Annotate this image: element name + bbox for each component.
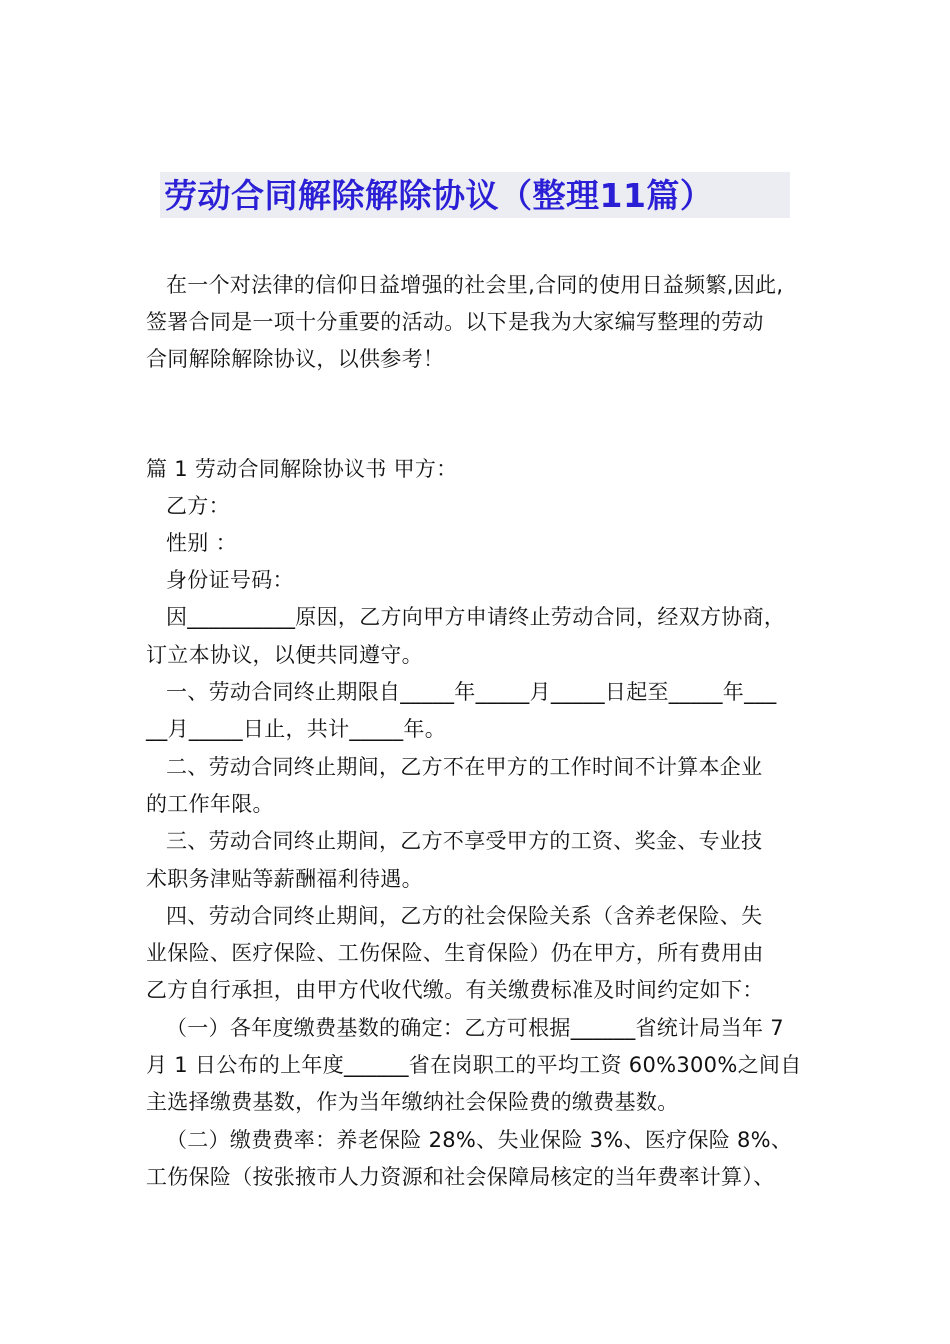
body-line: 因__________原因，乙方向甲方申请终止劳动合同，经双方协商，	[166, 605, 786, 629]
body-line: 主选择缴费基数，作为当年缴纳社会保险费的缴费基数。	[146, 1090, 679, 1114]
body-line: __月_____日止，共计_____年。	[146, 717, 446, 741]
body-line: 三、劳动合同终止期间，乙方不享受甲方的工资、奖金、专业技	[166, 829, 763, 853]
body-line: 工伤保险（按张掖市人力资源和社会保障局核定的当年费率计算）、	[146, 1165, 775, 1189]
body-line: 的工作年限。	[146, 792, 274, 816]
body-line: 术职务津贴等薪酬福利待遇。	[146, 867, 423, 891]
intro-line: 在一个对法律的信仰日益增强的社会里,合同的使用日益频繁,因此,	[166, 273, 784, 297]
field-gender: 性别 ：	[166, 531, 237, 555]
body-line: （二）缴费费率：养老保险 28%、失业保险 3%、医疗保险 8%、	[166, 1128, 793, 1152]
intro-line: 签署合同是一项十分重要的活动。以下是我为大家编写整理的劳动	[146, 310, 764, 334]
body-line: 业保险、医疗保险、工伤保险、生育保险）仍在甲方，所有费用由	[146, 941, 764, 965]
field-id-number: 身份证号码：	[166, 568, 294, 592]
body-line: 四、劳动合同终止期间，乙方的社会保险关系（含养老保险、失	[166, 904, 763, 928]
intro-line: 合同解除解除协议，以供参考！	[146, 347, 445, 371]
body-line: 二、劳动合同终止期间，乙方不在甲方的工作时间不计算本企业	[166, 755, 763, 779]
body-line: 一、劳动合同终止期限自_____年_____月_____日起至_____年___	[166, 680, 777, 704]
body-line: （一）各年度缴费基数的确定：乙方可根据______省统计局当年 7	[166, 1016, 784, 1040]
section-heading: 篇 1 劳动合同解除协议书 甲方：	[146, 457, 458, 481]
body-line: 乙方自行承担，由甲方代收代缴。有关缴费标准及时间约定如下：	[146, 978, 764, 1002]
body-line: 月 1 日公布的上年度______省在岗职工的平均工资 60%300%之间自	[146, 1053, 802, 1077]
field-party-b: 乙方：	[166, 494, 230, 518]
body-line: 订立本协议，以便共同遵守。	[146, 643, 423, 667]
document-title: 劳动合同解除解除协议（整理11篇）	[164, 176, 714, 215]
